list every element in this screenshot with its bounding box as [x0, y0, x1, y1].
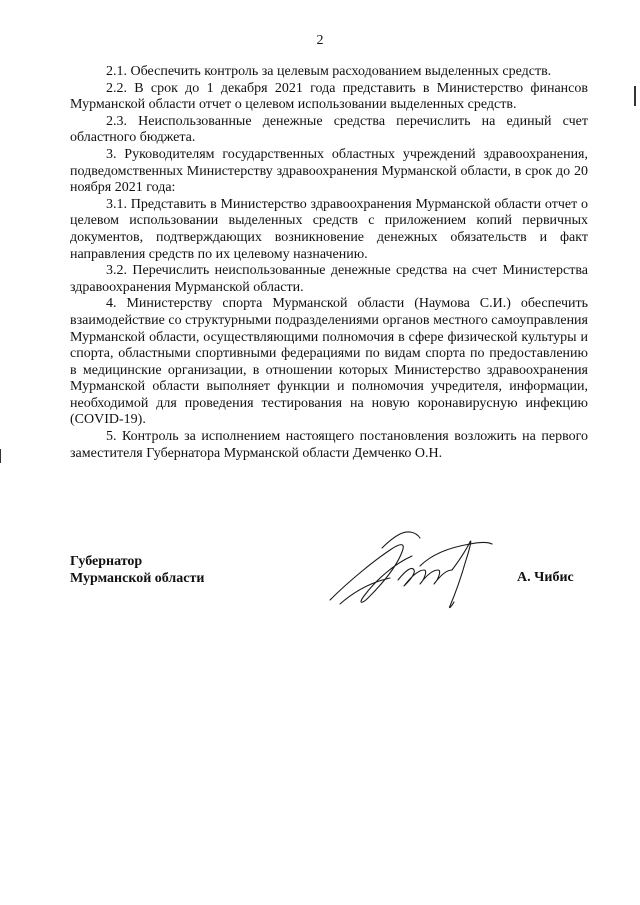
paragraph-2-2: 2.2. В срок до 1 декабря 2021 года представить в Министерство финансов Мурманской области отчет о целевом использовании выделенных средств.: [70, 80, 588, 113]
page-number: 2: [316, 33, 324, 48]
signatory-title: [70, 553, 204, 587]
paragraph-4: 4. Министерству спорта Мурманской области (Наумова С.И.) обеспечить взаимодействие со структурными подразделениями органов местного самоуправления Мурманской области, осуществляющими полномочия в сфере физической культуры и спорта, областными спортивными федерациями по видам спорта по предоставлению в медицинские организации, в отношении которых Министерство здравоохранения Мурманской области выполняет функции и полномочия учредителя, информации, необходимой для проведения тестирования на новую коронавирусную инфекцию (COVID-19).: [70, 296, 588, 428]
signatory-name: А. Чибис: [517, 570, 574, 585]
signatory-title-line-2: Мурманской области: [70, 571, 205, 586]
scan-edge-mark-left: [0, 449, 1, 463]
signatory-title-line-1: Губернатор: [70, 554, 143, 569]
paragraph-3: 3. Руководителям государственных областных учреждений здравоохранения, подведомственных Министерству здравоохранения Мурманской области, в срок до 20 ноября 2021 года:: [70, 146, 588, 196]
paragraph-5: 5. Контроль за исполнением настоящего постановления возложить на первого заместителя Губернатора Мурманской области Демченко О.Н.: [70, 429, 588, 461]
handwritten-signature: [320, 520, 500, 615]
document-body: [70, 64, 588, 462]
paragraph-2-3: 2.3. Неиспользованные денежные средства перечислить на единый счет областного бюджета.: [70, 113, 588, 146]
scan-edge-mark-right: [634, 86, 636, 106]
paragraph-2-1: 2.1. Обеспечить контроль за целевым расходованием выделенных средств.: [106, 64, 552, 79]
paragraph-3-2: 3.2. Перечислить неиспользованные денежные средства на счет Министерства здравоохранения Мурманской области.: [70, 263, 588, 295]
paragraph-3-1: 3.1. Представить в Министерство здравоохранения Мурманской области отчет о целевом использовании выделенных средств с приложением копий первичных документов, подтверждающих возникновение денежных обязательств и факт направления средств по их целевому назначению.: [70, 196, 588, 262]
